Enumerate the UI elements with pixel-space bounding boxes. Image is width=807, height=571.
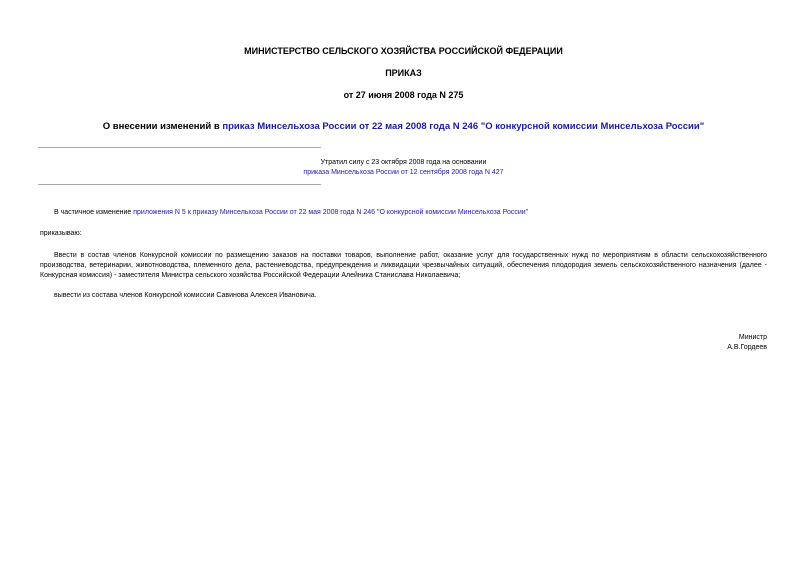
item-2-paragraph: вывести из состава членов Конкурсной комиссии Савинова Алексея Ивановича. xyxy=(54,292,317,299)
validity-note-line1: Утратил силу с 23 октября 2008 года на основании xyxy=(320,159,487,166)
signature-position: Министр xyxy=(738,334,767,341)
document-type-heading: ПРИКАЗ xyxy=(385,68,422,78)
intro-link[interactable]: приложения N 5 к приказу Минсельхоза России от 22 мая 2008 года N 246 "О конкурсной комиссии Минсельхоза России" xyxy=(133,209,529,216)
item-1-paragraph: Ввести в состав членов Конкурсной комиссии по размещению заказов на поставки товаров, выполнение работ, оказание услуг для государственных нужд по мероприятиям в области сельскохозяйственного производства, ветеринарии, животноводства, племенного дела, растениеводства, предупреждения и ликвидации чрезвычайных ситуаций, обеспечения плодородия земель сельскохозяйственного назначения (далее - Конкурсная комиссия) - заместителя Министра сельского хозяйства Российской Федерации Алейника Станислава Николаевича; xyxy=(40,252,767,279)
signature-name: А.В.Гордеев xyxy=(727,344,767,351)
intro-paragraph xyxy=(40,208,767,218)
note-top-rule xyxy=(38,147,321,148)
document-title xyxy=(0,121,807,133)
ministry-heading: МИНИСТЕРСТВО СЕЛЬСКОГО ХОЗЯЙСТВА РОССИЙСКОЙ ФЕДЕРАЦИИ xyxy=(244,46,563,56)
validity-note-link[interactable]: приказа Минсельхоза России от 12 сентября 2008 года N 427 xyxy=(303,169,504,176)
title-link[interactable]: приказ Минсельхоза России от 22 мая 2008 года N 246 "О конкурсной комиссии Минсельхоза России" xyxy=(222,121,705,132)
order-word: приказываю: xyxy=(40,230,82,237)
date-number-heading: от 27 июня 2008 года N 275 xyxy=(343,90,464,100)
intro-prefix: В частичное изменение xyxy=(54,209,134,216)
note-bottom-rule xyxy=(38,184,321,185)
title-prefix: О внесении изменений в xyxy=(102,121,223,132)
